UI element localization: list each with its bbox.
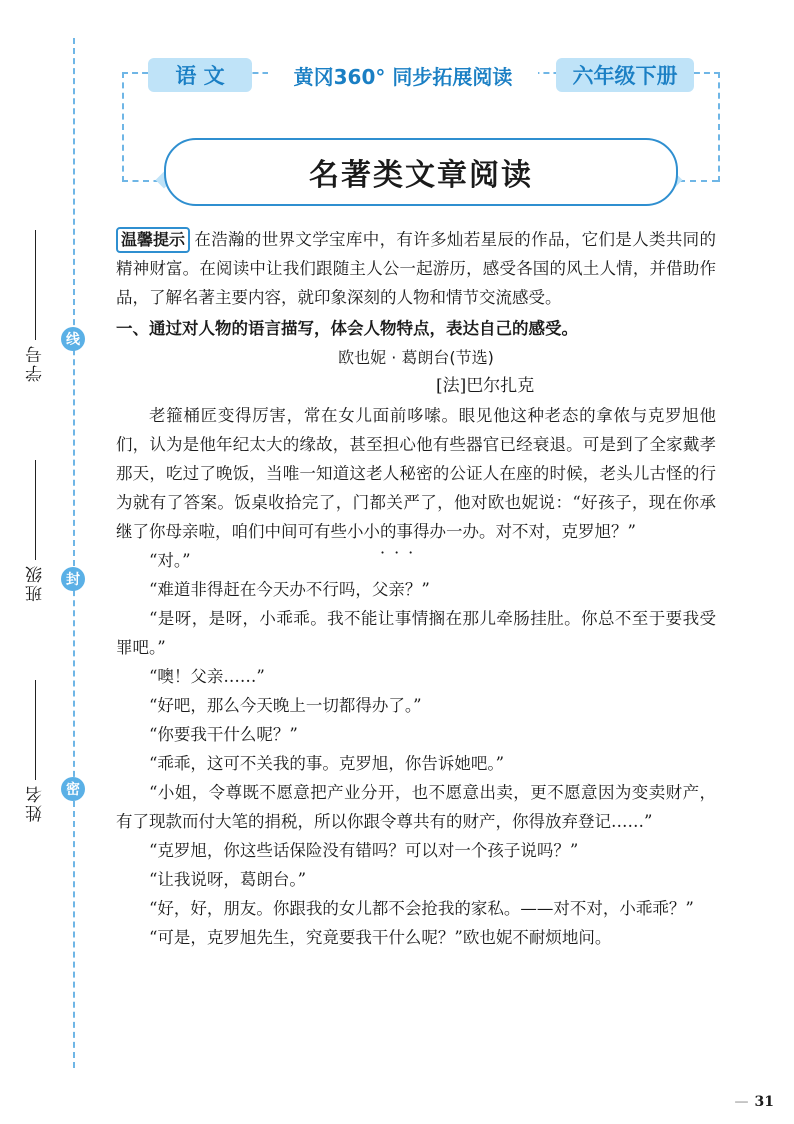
emphasis-dots: ··· (380, 543, 423, 562)
seal-fold-mark: 封 (61, 567, 85, 591)
dialogue-line: “让我说呀，葛朗台。” (149, 870, 307, 889)
class-underline (35, 460, 36, 560)
tip-text: 在浩瀚的世界文学宝库中，有许多灿若星辰的作品，它们是人类共同的精神财富。在阅读中让我们跟随主人公一起游历，感受各国的风土人情，并借助作品，了解名著主要内容，就印象深刻的人物和情节交流感受。 (116, 230, 716, 307)
emphasized-phrase (347, 522, 423, 562)
dialogue-line: “噢！父亲……” (149, 667, 265, 686)
dialogue-line: “对。” (149, 551, 191, 570)
name-label: 姓名 (25, 784, 46, 822)
dialogue-line: “克罗旭，你这些话保险没有错吗？可以对一个孩子说吗？” (149, 841, 579, 860)
section-heading: 一、通过对人物的语言描写，体会人物特点，表达自己的感受。 (116, 319, 578, 338)
story-author: [法]巴尔扎克 (436, 376, 535, 396)
dialogue-line: “好，好，朋友。你跟我的女儿都不会抢我的家私。——对不对，小乖乖？” (149, 899, 694, 918)
dialogue-line: “你要我干什么呢？” (149, 725, 298, 744)
paragraph-1-text: 老箍桶匠变得厉害，常在女儿面前哆嗦。眼见他这种老态的拿侬与克罗旭他们，认为是他年纪太大的缘故，甚至担心他有些器官已经衰退。可是到了全家戴孝那天，吃过了晚饭，当唯一知道这老人秘密的公证人在座的时候，老头儿古怪的行为就有了答案。饭桌收拾完了，门都关严了，他对欧也妮说：“好孩子，现在你承继了你母亲啦，咱们中间可有些 (116, 406, 716, 541)
page-number-dash: — (734, 1094, 749, 1110)
emphasized-text: 小小的 (347, 522, 397, 541)
name-field[interactable] (20, 680, 50, 822)
story-title: 欧也妮 · 葛朗台(节选) (338, 348, 494, 367)
student-no-label: 学号 (25, 344, 46, 382)
dialogue-line: “是呀，是呀，小乖乖。我不能让事情搁在那儿牵肠挂肚。你总不至于要我受罪吧。” (116, 609, 716, 657)
dialogue-line: “好吧，那么今天晚上一切都得办了。” (149, 696, 422, 715)
seal-secret-mark: 密 (61, 777, 85, 801)
paragraph-1 (116, 401, 716, 562)
student-no-underline (35, 230, 36, 340)
dialogue-line: “可是，克罗旭先生，究竟要我干什么呢？”欧也妮不耐烦地问。 (149, 928, 612, 947)
tip-paragraph (116, 225, 716, 312)
page-number (735, 1094, 774, 1110)
grade-badge: 六年级下册 (556, 58, 694, 92)
tip-label: 温馨提示 (116, 227, 190, 253)
binding-dashed-line (73, 38, 75, 1068)
dialogue-line: “乖乖，这可不关我的事。克罗旭，你告诉她吧。” (149, 754, 505, 773)
student-no-field[interactable] (20, 230, 50, 382)
seal-line-mark: 线 (61, 327, 85, 351)
paragraph-1-tail: 事得办一办。对不对，克罗旭？” (396, 522, 636, 541)
name-underline (35, 680, 36, 780)
page-title: 名著类文章阅读 (164, 138, 678, 206)
class-field[interactable] (20, 460, 50, 602)
dialogue-line: “难道非得赶在今天办不行吗，父亲？” (149, 580, 430, 599)
dialogue-line: “小姐，令尊既不愿意把产业分开，也不愿意出卖，更不愿意因为变卖财产，有了现款而付大笔的捐税，所以你跟令尊共有的财产，你得放弃登记……” (116, 783, 716, 831)
article-body (116, 225, 716, 952)
class-label: 班级 (25, 564, 46, 602)
subject-badge: 语 文 (148, 58, 252, 92)
series-title: 黄冈360° 同步拓展阅读 (268, 58, 538, 92)
page-number-value: 31 (754, 1094, 774, 1110)
